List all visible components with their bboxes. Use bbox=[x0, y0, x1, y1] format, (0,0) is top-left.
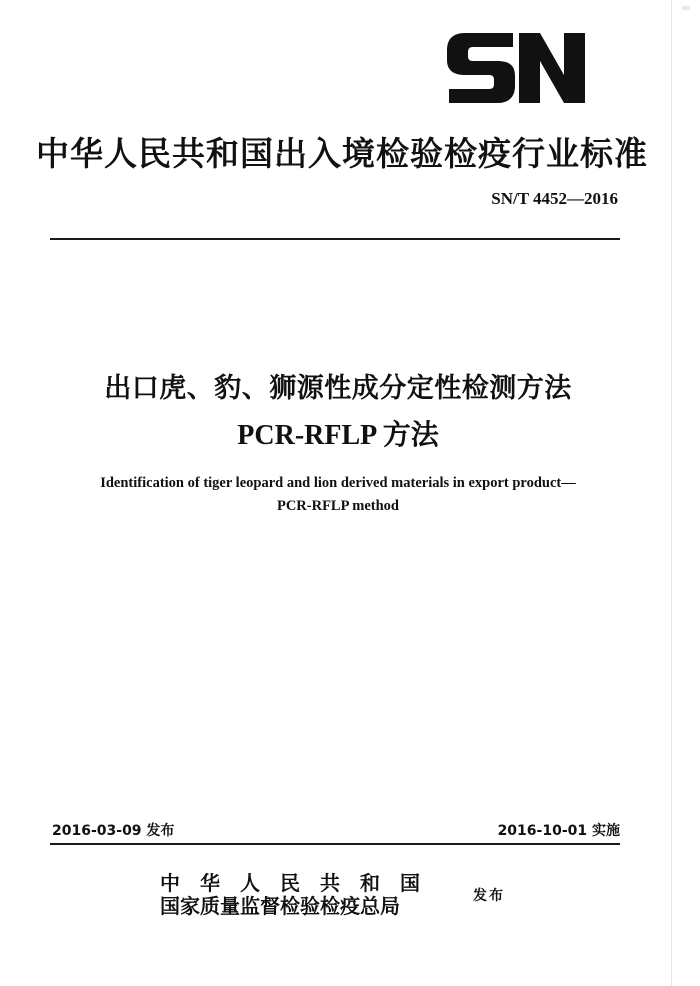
sn-logo bbox=[447, 32, 585, 104]
implementation-date: 2016-10-01 实施 bbox=[497, 823, 620, 839]
publisher-block bbox=[160, 872, 460, 918]
title-chinese-line2: PCR-RFLP 方法 bbox=[237, 420, 439, 451]
header-divider bbox=[50, 238, 620, 240]
footer-divider bbox=[50, 843, 620, 845]
issue-date: 2016-03-09 发布 bbox=[52, 823, 175, 839]
standard-number: SN/T 4452—2016 bbox=[491, 189, 618, 208]
publisher-line2: 国家质量监督检验检疫总局 bbox=[160, 894, 400, 918]
publisher-line1: 中华人民共和国 bbox=[160, 871, 440, 895]
standard-type: 中华人民共和国出入境检验检疫行业标准 bbox=[36, 134, 648, 173]
title-english-line2: PCR-RFLP method bbox=[276, 498, 400, 514]
title-chinese-line1: 出口虎、豹、狮源性成分定性检测方法 bbox=[104, 373, 572, 404]
title-english-line1: Identification of tiger leopard and lion derived materials in export product— bbox=[100, 475, 576, 491]
scan-mark bbox=[682, 6, 690, 10]
publish-label: 发布 bbox=[473, 888, 505, 904]
scan-edge-line bbox=[671, 0, 672, 986]
